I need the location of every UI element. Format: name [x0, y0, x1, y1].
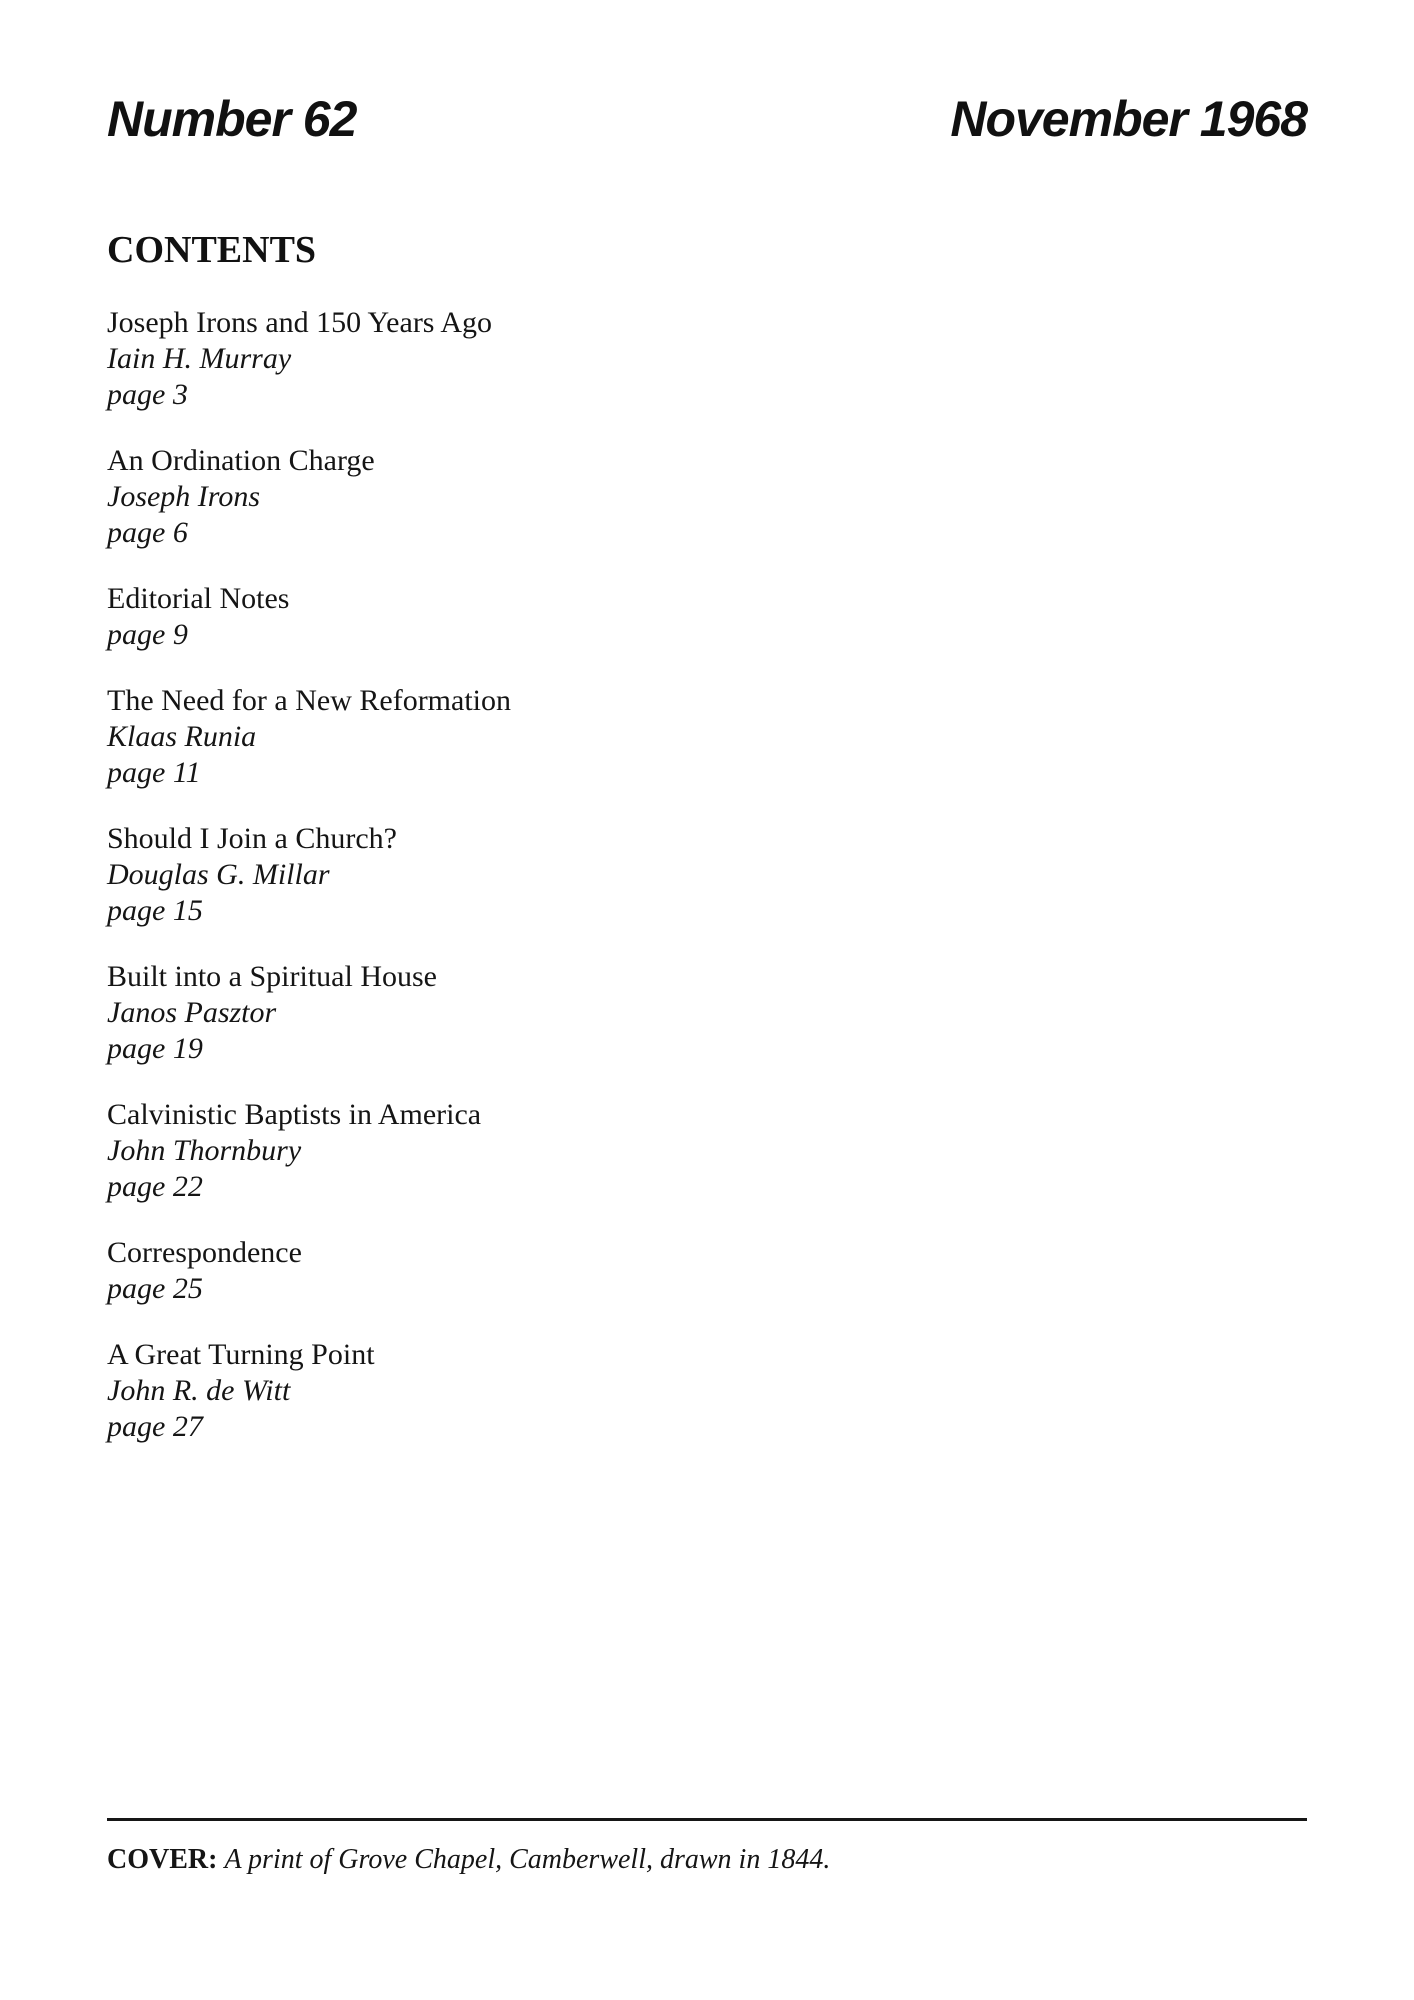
- footer-divider: [107, 1818, 1307, 1821]
- entry-title: Joseph Irons and 150 Years Ago: [107, 306, 492, 339]
- issue-date: November 1968: [950, 91, 1307, 147]
- toc-entry: [107, 443, 1307, 551]
- toc-entry: [107, 1097, 1307, 1205]
- entry-page: page 19: [107, 1032, 203, 1065]
- entry-title: Calvinistic Baptists in America: [107, 1098, 482, 1131]
- entry-title: Should I Join a Church?: [107, 822, 397, 855]
- entry-author: Janos Pasztor: [107, 996, 277, 1029]
- issue-number: Number 62: [107, 91, 357, 147]
- entry-author: Iain H. Murray: [107, 342, 292, 375]
- toc-entry: [107, 821, 1307, 929]
- entry-author: Klaas Runia: [107, 720, 257, 753]
- contents-heading: CONTENTS: [107, 229, 317, 271]
- contents-list: [107, 305, 1307, 1445]
- entry-page: page 27: [107, 1410, 203, 1443]
- toc-entry: [107, 305, 1307, 413]
- cover-label: COVER:: [107, 1844, 218, 1875]
- entry-author: John R. de Witt: [107, 1374, 291, 1407]
- entry-page: page 25: [107, 1272, 203, 1305]
- entry-page: page 11: [107, 756, 201, 789]
- toc-entry: [107, 683, 1307, 791]
- cover-note: [107, 1844, 1307, 1876]
- entry-title: The Need for a New Reformation: [107, 684, 512, 717]
- entry-title: A Great Turning Point: [107, 1338, 375, 1371]
- entry-title: Built into a Spiritual House: [107, 960, 437, 993]
- toc-entry: [107, 959, 1307, 1067]
- cover-description: A print of Grove Chapel, Camberwell, drawn in 1844.: [224, 1844, 831, 1875]
- entry-author: Douglas G. Millar: [107, 858, 330, 891]
- issue-header: [0, 0, 1414, 148]
- entry-author: Joseph Irons: [107, 480, 261, 513]
- entry-page: page 15: [107, 894, 203, 927]
- toc-entry: [107, 1337, 1307, 1445]
- entry-page: page 9: [107, 618, 188, 651]
- entry-page: page 6: [107, 516, 188, 549]
- toc-entry: [107, 1235, 1307, 1307]
- entry-page: page 3: [107, 378, 188, 411]
- entry-title: Correspondence: [107, 1236, 302, 1269]
- toc-entry: [107, 581, 1307, 653]
- entry-title: Editorial Notes: [107, 582, 290, 615]
- entry-page: page 22: [107, 1170, 203, 1203]
- entry-author: John Thornbury: [107, 1134, 302, 1167]
- entry-title: An Ordination Charge: [107, 444, 375, 477]
